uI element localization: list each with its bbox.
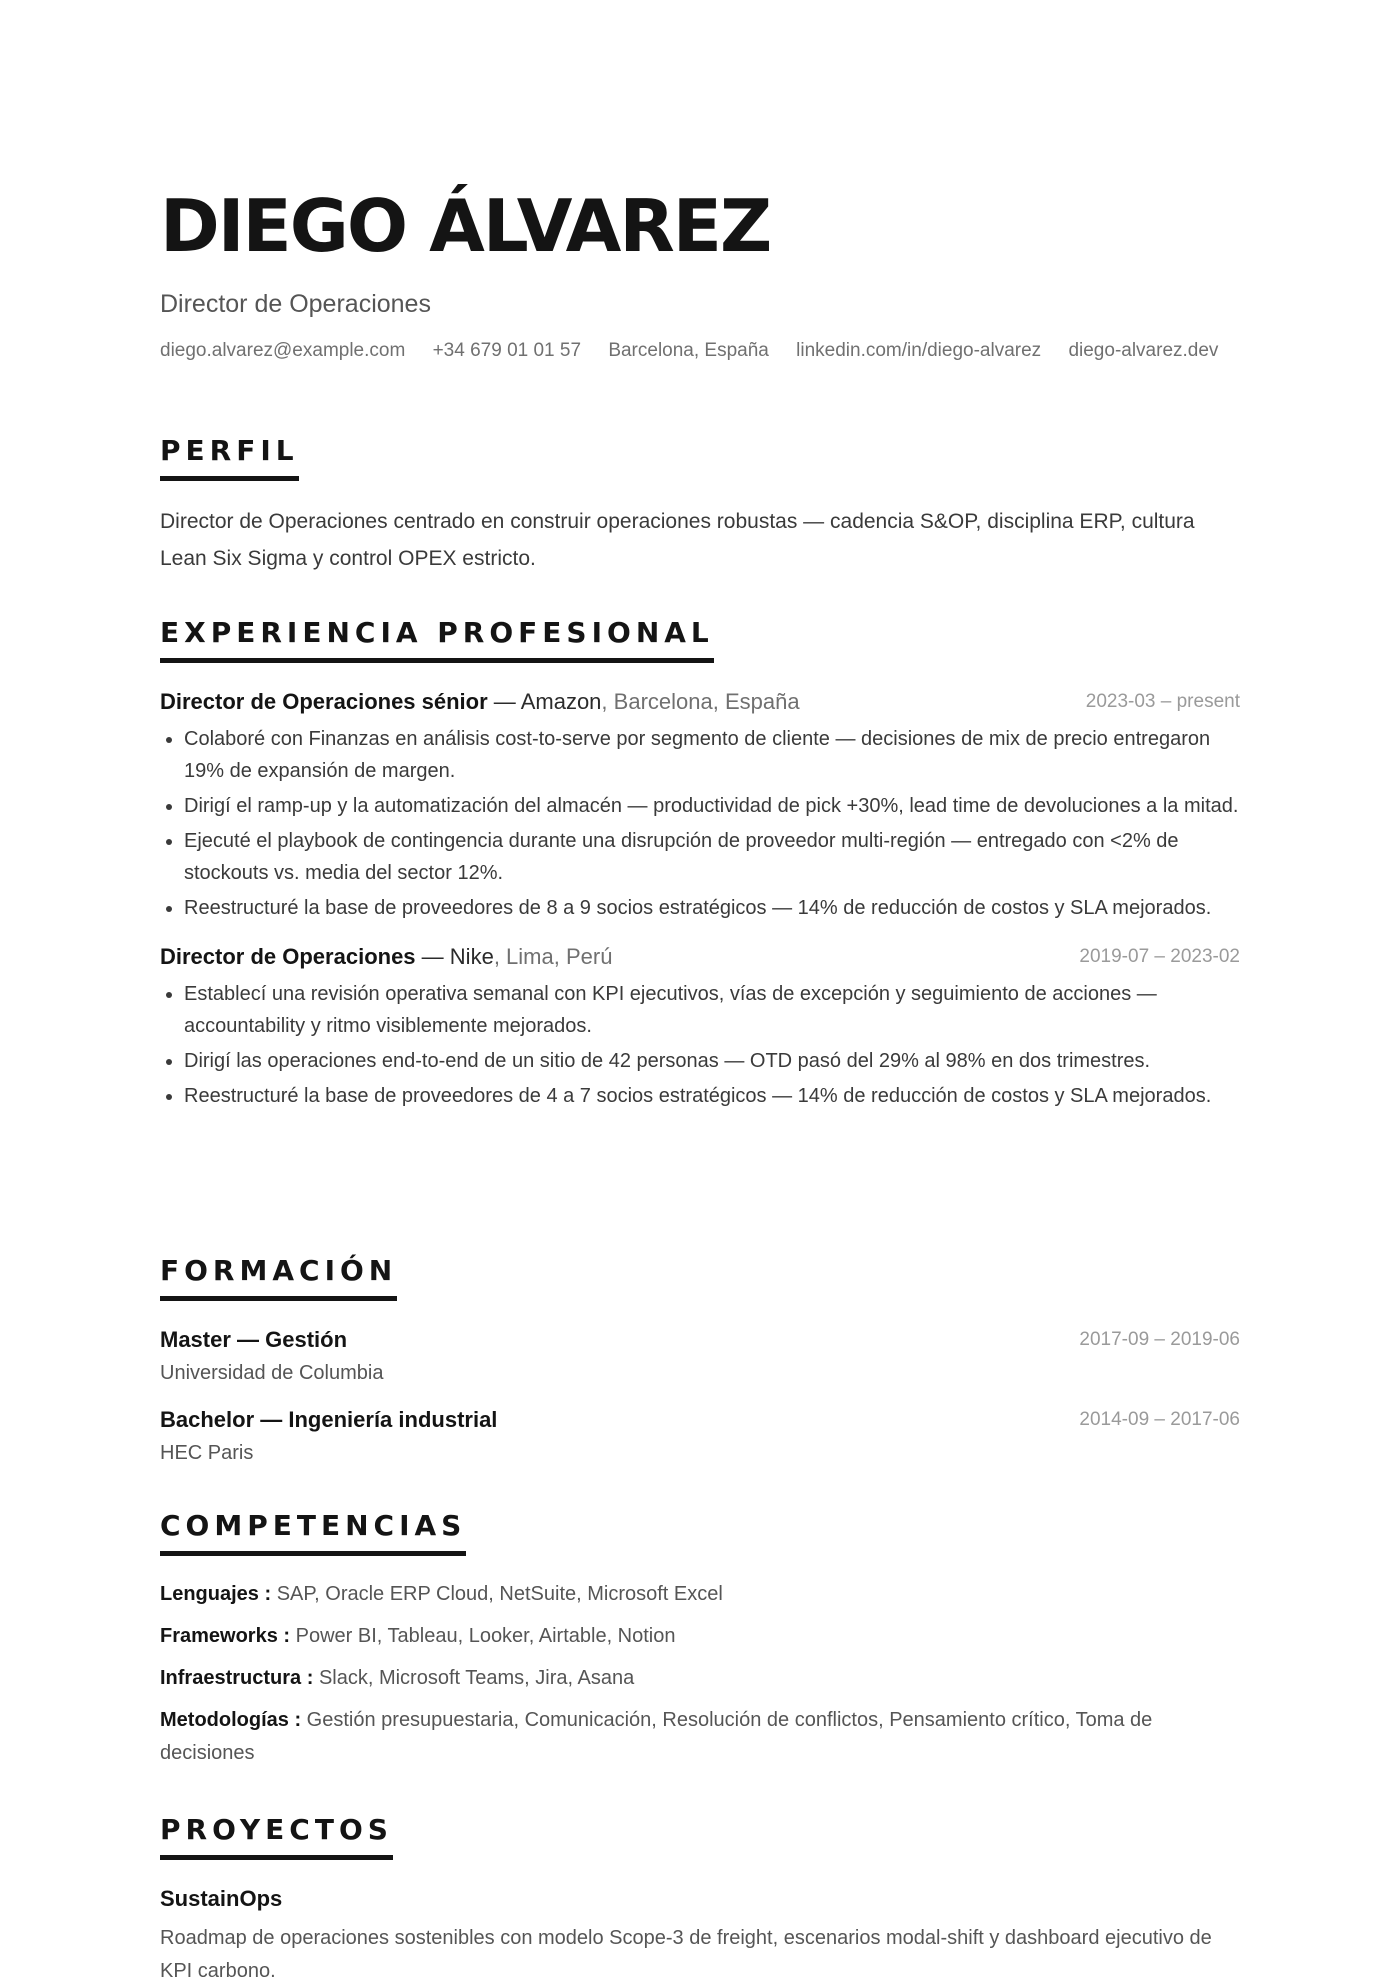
- education-degree: Master — Gestión: [160, 1327, 348, 1352]
- contact-website[interactable]: diego-alvarez.dev: [1068, 340, 1219, 361]
- education-entry: [160, 1403, 1240, 1469]
- experience-heading: EXPERIENCIA PROFESIONAL: [160, 614, 714, 663]
- skill-value: Slack, Microsoft Teams, Jira, Asana: [318, 1667, 635, 1689]
- job-bullet: • Dirigí las operaciones end-to-end de un sitio de 42 personas — OTD pasó del 29% al 98% en dos trimestres.: [184, 1045, 1240, 1077]
- skill-label: Metodologías :: [160, 1709, 302, 1731]
- job-bullet: • Reestructuré la base de proveedores de 4 a 7 socios estratégicos — 14% de reducción de costos y SLA mejorados.: [184, 1080, 1240, 1112]
- contact-line: [160, 336, 1240, 366]
- job-bullets: [160, 723, 1240, 924]
- job-location-separator: ,: [601, 689, 614, 714]
- education-degree: Bachelor — Ingeniería industrial: [160, 1407, 498, 1432]
- profile-heading: PERFIL: [160, 432, 299, 481]
- job-header: [160, 940, 1240, 974]
- candidate-role: Director de Operaciones: [160, 290, 431, 318]
- job-dates: 2019-07 – 2023-02: [1079, 946, 1240, 967]
- job-bullet: • Reestructuré la base de proveedores de 8 a 9 socios estratégicos — 14% de reducción de costos y SLA mejorados.: [184, 892, 1240, 924]
- education-header: [160, 1323, 1240, 1357]
- skills-section: [160, 1507, 1240, 1779]
- skill-label: Infraestructura :: [160, 1667, 314, 1689]
- skill-group: [160, 1578, 1240, 1611]
- education-heading: FORMACIÓN: [160, 1252, 397, 1301]
- job-location: Lima, Perú: [506, 944, 613, 969]
- skill-value: SAP, Oracle ERP Cloud, NetSuite, Microsoft Excel: [276, 1583, 723, 1605]
- skill-group: [160, 1662, 1240, 1695]
- job-title: Director de Operaciones: [160, 944, 416, 969]
- skill-group: [160, 1620, 1240, 1653]
- contact-phone: +34 679 01 01 57: [432, 340, 582, 361]
- job-bullet: • Establecí una revisión operativa semanal con KPI ejecutivos, vías de excepción y seguimiento de acciones — accountability y ritmo visiblemente mejorados.: [184, 978, 1240, 1042]
- experience-section: [160, 614, 1240, 1115]
- profile-section: [160, 432, 1240, 577]
- education-section: [160, 1252, 1240, 1469]
- projects-section: [160, 1811, 1240, 1988]
- contact-email[interactable]: diego.alvarez@example.com: [160, 340, 406, 361]
- job-header: [160, 685, 1240, 719]
- project-description: Roadmap de operaciones sostenibles con modelo Scope-3 de freight, escenarios modal-shift y dashboard ejecutivo de KPI carbono.: [160, 1927, 1212, 1982]
- job-bullet: • Dirigí el ramp-up y la automatización del almacén — productividad de pick +30%, lead time de devoluciones a la mitad.: [184, 790, 1240, 822]
- job-company: Nike: [449, 944, 494, 969]
- skills-heading: COMPETENCIAS: [160, 1507, 466, 1556]
- job-title: Director de Operaciones sénior: [160, 689, 488, 714]
- skill-value: Gestión presupuestaria, Comunicación, Resolución de conflictos, Pensamiento crítico, Toma de decisiones: [160, 1709, 1153, 1764]
- candidate-name: DIEGO ÁLVAREZ: [160, 184, 771, 268]
- job-company-separator: —: [421, 944, 450, 969]
- education-entry: [160, 1323, 1240, 1389]
- job-bullets: [160, 978, 1240, 1112]
- job-entry: [160, 940, 1240, 1112]
- education-header: [160, 1403, 1240, 1437]
- skill-group: [160, 1704, 1240, 1770]
- contact-linkedin[interactable]: linkedin.com/in/diego-alvarez: [796, 340, 1042, 361]
- job-location: Barcelona, España: [613, 689, 800, 714]
- project-name: SustainOps: [160, 1886, 283, 1911]
- projects-heading: PROYECTOS: [160, 1811, 393, 1860]
- education-dates: 2017-09 – 2019-06: [1079, 1329, 1240, 1350]
- education-school: Universidad de Columbia: [160, 1362, 384, 1384]
- job-bullet: • Colaboré con Finanzas en análisis cost-to-serve por segmento de cliente — decisiones de mix de precio entregaron 19% de expansión de margen.: [184, 723, 1240, 787]
- education-school: HEC Paris: [160, 1442, 254, 1464]
- profile-text: Director de Operaciones centrado en construir operaciones robustas — cadencia S&OP, disciplina ERP, cultura Lean Six Sigma y control OPEX estricto.: [160, 510, 1195, 570]
- job-dates: 2023-03 – present: [1085, 691, 1240, 712]
- skills-list: [160, 1578, 1240, 1770]
- education-dates: 2014-09 – 2017-06: [1079, 1409, 1240, 1430]
- contact-location: Barcelona, España: [608, 340, 769, 361]
- job-entry: [160, 685, 1240, 924]
- job-company: Amazon: [520, 689, 602, 714]
- skill-value: Power BI, Tableau, Looker, Airtable, Notion: [295, 1625, 676, 1647]
- skill-label: Frameworks :: [160, 1625, 291, 1647]
- job-bullet: • Ejecuté el playbook de contingencia durante una disrupción de proveedor multi-región — entregado con <2% de stockouts vs. media del sector 12%.: [184, 825, 1240, 889]
- job-company-separator: —: [493, 689, 521, 714]
- skill-label: Lenguajes :: [160, 1583, 272, 1605]
- job-location-separator: ,: [493, 944, 507, 969]
